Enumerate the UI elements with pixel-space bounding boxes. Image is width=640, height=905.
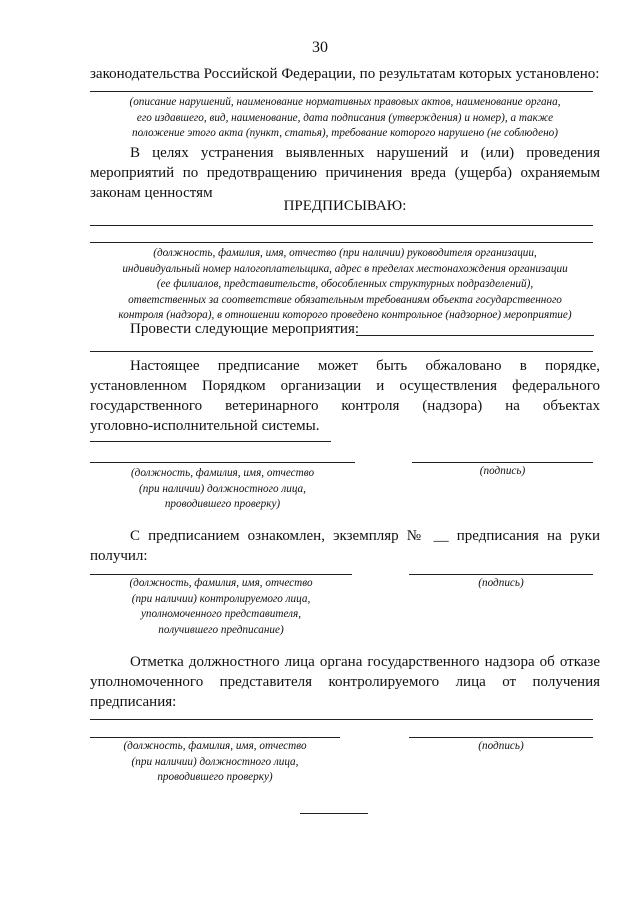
caption-line: (описание нарушений, наименование нормативных правовых актов, наименование органа,	[129, 96, 561, 108]
page-number: 30	[312, 39, 328, 56]
signature-caption: (подпись)	[479, 465, 526, 477]
signature-caption: (подпись)	[478, 740, 524, 752]
caption-line: контроля (надзора), в отношении которого проведено контрольное (надзорное) мероприятие)	[118, 309, 572, 321]
measures-label: Провести следующие мероприятия:	[130, 321, 360, 337]
paragraph-line: законам ценностям	[90, 185, 213, 201]
paragraph-line: предписания:	[90, 694, 177, 710]
paragraph-line: С предписанием ознакомлен, экземпляр № __ предписания на руки	[130, 528, 600, 544]
caption-line: (при наличии) должностного лица,	[139, 482, 306, 495]
final-signature-line	[409, 737, 593, 738]
acquainted-paragraph	[90, 526, 600, 566]
caption-line: (при наличии) контролируемого лица,	[131, 592, 311, 605]
representative-signature-line	[409, 574, 593, 575]
recipient-fill-line-2	[90, 242, 593, 243]
official-extra-line	[90, 441, 331, 442]
official-caption	[90, 466, 355, 513]
signature-caption: (подпись)	[478, 577, 524, 589]
caption-line: (должность, фамилия, имя, отчество	[129, 577, 313, 589]
paragraph-line: уполномоченного представителя контролируемого лица от получения	[90, 674, 600, 690]
caption-line: положение этого акта (пункт, статья), требование которого нарушено (не соблюдено)	[132, 127, 558, 139]
paragraph-line: уголовно-исполнительной системы.	[90, 418, 320, 434]
appeal-paragraph	[90, 356, 600, 436]
intro-line: законодательства Российской Федерации, по результатам которых установлено:	[90, 66, 600, 82]
paragraph-line: Отметка должностного лица органа государственного надзора об отказе	[130, 654, 600, 670]
caption-line: ответственных за соответствие обязательным требованиям объекта государственного	[128, 293, 562, 306]
paragraph-line: получил:	[90, 548, 148, 564]
representative-caption	[90, 576, 352, 638]
order-heading: ПРЕДПИСЫВАЮ:	[283, 198, 407, 214]
caption-line: получившего предписание)	[158, 623, 284, 636]
recipient-caption	[90, 246, 600, 324]
violations-fill-line	[90, 91, 593, 92]
official-signature-line	[412, 462, 593, 463]
caption-line: (ее филиалов, представительств, обособленных структурных подразделений),	[156, 278, 534, 290]
violations-caption	[90, 95, 600, 142]
caption-line: его издавшего, вид, наименование, дата подписания (утверждения) и номер), а также	[136, 111, 554, 124]
paragraph-line: Настоящее предписание может быть обжаловано в порядке,	[130, 358, 600, 374]
final-official-caption	[90, 739, 340, 786]
paragraph-line: мероприятий по предотвращению причинения вреда (ущерба) охраняемым	[90, 165, 600, 181]
caption-line: (должность, фамилия, имя, отчество (при наличии) руководителя организации,	[153, 247, 537, 259]
caption-line: (должность, фамилия, имя, отчество	[130, 467, 315, 479]
caption-line: (при наличии) должностного лица,	[131, 755, 299, 768]
purpose-paragraph	[90, 143, 600, 203]
closing-rule	[300, 813, 368, 814]
caption-line: проводившего проверку)	[164, 498, 281, 510]
caption-line: уполномоченного представителя,	[140, 608, 302, 620]
paragraph-line: установленном Порядком организации и осуществления федерального	[90, 378, 600, 394]
caption-line: индивидуальный номер налогоплательщика, адрес в пределах местонахождения организации	[122, 262, 568, 275]
paragraph-line: В целях устранения выявленных нарушений и (или) проведения	[130, 145, 600, 161]
refusal-paragraph	[90, 652, 600, 712]
caption-line: (должность, фамилия, имя, отчество	[123, 740, 307, 752]
final-name-line	[90, 737, 340, 738]
refusal-fill-line	[90, 719, 593, 720]
representative-name-line	[90, 574, 352, 575]
official-name-line	[90, 462, 355, 463]
paragraph-line: государственного ветеринарного контроля (надзора) на объектах	[90, 398, 600, 414]
caption-line: проводившего проверку)	[157, 771, 273, 783]
recipient-fill-line-1	[90, 225, 593, 226]
measures-fill-line-2	[90, 351, 593, 352]
measures-fill-line-1	[356, 335, 594, 336]
